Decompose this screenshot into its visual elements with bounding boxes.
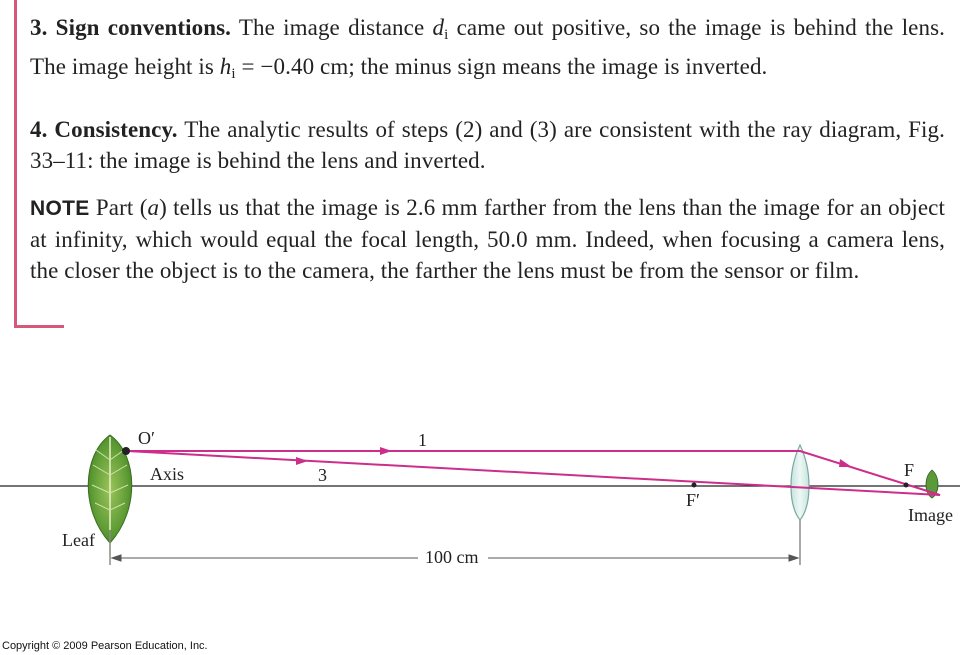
label-leaf: Leaf [62, 530, 95, 550]
step-3-text-2: came out positive, so the image is behind the lens. The image height is [30, 15, 945, 79]
note-text-1: Part ( [89, 195, 148, 220]
step-3-heading: 3. Sign conventions. [30, 15, 232, 40]
di-symbol: d [432, 15, 445, 40]
ray-diagram [0, 415, 960, 580]
focal-point-f [904, 483, 909, 488]
hi-symbol: h [219, 54, 232, 79]
label-f-prime: F′ [686, 490, 700, 510]
margin-bar-foot [14, 325, 64, 328]
label-ray-3: 3 [318, 465, 327, 485]
step-4-paragraph [30, 114, 945, 176]
note-paragraph [30, 192, 945, 286]
label-o-prime: O′ [138, 428, 155, 448]
hi-subscript: i [231, 66, 236, 82]
label-axis: Axis [150, 464, 185, 484]
ray-1-arrow-2 [839, 459, 852, 467]
label-ray-1: 1 [418, 430, 427, 450]
note-text-2: ) tells us that the image is 2.6 mm farther from the lens than the image for an object at infinity, which would equal the focal length, 50.0 mm. Indeed, when focusing a camera lens, the closer the object is to the camera, the farther the lens must be from the sensor or film. [30, 195, 945, 283]
object-point [122, 447, 130, 455]
step-3-text-3: = −0.40 cm; the minus sign means the image is inverted. [235, 54, 768, 79]
converging-lens [791, 445, 809, 520]
note-label: NOTE [30, 197, 90, 220]
label-f: F [904, 460, 915, 480]
di-subscript: i [444, 27, 449, 43]
margin-bar [14, 0, 17, 328]
ray-1-arrow-1 [380, 447, 392, 455]
ray-3-arrow [296, 457, 308, 465]
label-distance: 100 cm [425, 547, 479, 567]
copyright-notice: Copyright © 2009 Pearson Education, Inc. [2, 640, 208, 652]
step-3-paragraph [30, 12, 945, 90]
step-4-text: The analytic results of steps (2) and (3) are consistent with the ray diagram, Fig. 33–11: the image is behind the lens and inverted. [30, 117, 945, 173]
note-part-a: a [147, 195, 160, 220]
rays [126, 451, 940, 495]
focal-point-f-prime [692, 483, 697, 488]
step-4-heading: 4. Consistency. [30, 117, 178, 142]
step-3-text-1: The image distance [231, 15, 433, 40]
label-image: Image [908, 505, 953, 525]
